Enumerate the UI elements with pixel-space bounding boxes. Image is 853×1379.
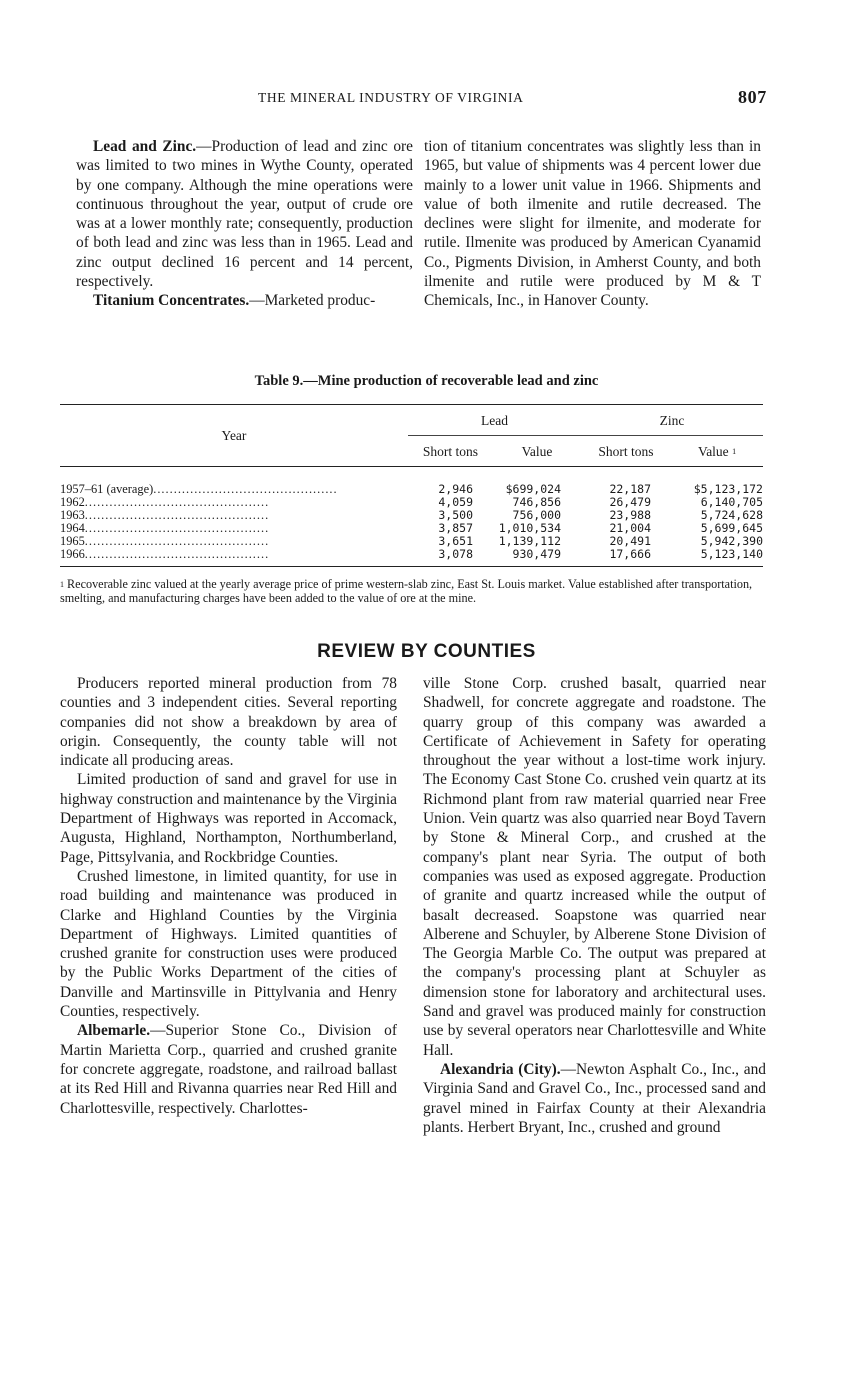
lead-zinc-text: —Production of lead and zinc ore was limited to two mines in Wythe County, operated by one company. Although the mine operations were continuous throughout the year, output of crude ore was at a lower monthly rate; consequently, production of both lead and zinc was less than in 1965. Lead and zinc output declined 16 percent and 14 percent, respectively.	[76, 138, 413, 291]
cell-lead-value: 756,000	[512, 508, 561, 522]
cell-zinc-tons: 17,666	[609, 547, 651, 561]
col-header-year: Year	[60, 405, 408, 467]
albemarle-continued: ville Stone Corp. crushed basalt, quarried near Shadwell, for concrete aggregate and roadstone. The quarry group of this company was awarded a Certificate of Achievement in Safety for operating throughout the year without a lost-time work injury. The Economy Cast Stone Co. crushed vein quartz at its Richmond plant from raw material quarried near Free Union. Vein quartz was also quarried near Boyd Tavern by Stone & Mineral Corp., and crushed at the company's plant near Syria. The output of both companies was used as exposed aggregate. Production of granite and quartz increased while the output of basalt decreased. Soapstone was quarried near Alberene and Schuyler, by Alberene Stone Division of The Georgia Marble Co. The output was prepared at the company's processing plant at Schuyler as dimension stone for laboratory and architectural uses. Sand and gravel was produced mainly for construction use by several operators near Charlottesville and White Hall.	[423, 675, 766, 1059]
row-leader: .............................................	[84, 509, 270, 522]
table-footnote	[60, 578, 765, 605]
cell-zinc-tons: 23,988	[609, 508, 651, 522]
section-heading: REVIEW BY COUNTIES	[317, 641, 536, 662]
cell-zinc-value: 5,123,140	[700, 547, 763, 561]
cell-lead-value: 1,139,112	[498, 534, 561, 548]
alexandria-heading: Alexandria (City).	[440, 1060, 561, 1078]
running-title: THE MINERAL INDUSTRY OF VIRGINIA	[258, 90, 524, 105]
col-header-zinc-value: Value $^1$	[671, 436, 763, 467]
row-leader: .............................................	[153, 482, 338, 496]
row-leader: .............................................	[84, 522, 270, 535]
titanium-continued: tion of titanium concentrates was slightly less than in 1965, but value of shipments was 4 percent lower due mainly to a lower unit value in 1966. Shipments and value of both ilmenite and rutile decreased. The declines were slight for ilmenite, and moderate for rutile. Ilmenite was produced by American Cyanamid Co., Pigments Division, in Amherst County, and both ilmenite and rutile were produced by M & T Chemicals, Inc., in Hanover County.	[424, 138, 761, 310]
cell-zinc-tons: 26,479	[609, 495, 651, 509]
table-row	[60, 496, 763, 509]
group-header-zinc: Zinc	[581, 405, 763, 436]
row-year: 1965	[60, 535, 85, 548]
row-leader: .............................................	[84, 548, 270, 561]
sand-gravel-paragraph: Limited production of sand and gravel for use in highway construction and maintenance by the Virginia Department of Highways was reported in Accomack, Augusta, Highland, Northampton, Northumberland, Page, Pittsylvania, and Rockbridge Counties.	[60, 771, 397, 866]
table-row	[60, 467, 763, 497]
cell-lead-value: 1,010,534	[498, 521, 561, 535]
col-header-lead-tons: Short tons	[408, 436, 493, 467]
cell-lead-value: $699,024	[505, 482, 561, 496]
limestone-paragraph: Crushed limestone, in limited quantity, for use in road building and maintenance was produced in Clarke and Highland Counties by the Virginia Department of Highways. Limited quantities of crushed granite for construction uses were produced by the Public Works Department of the cities of Danville and Martinsville in Pittylvania and Henry Counties, respectively.	[60, 867, 397, 1021]
row-year: 1962	[60, 496, 85, 509]
cell-zinc-value: $5,123,172	[693, 482, 763, 496]
footnote-number: 1	[60, 580, 64, 589]
cell-lead-tons: 3,651	[438, 534, 473, 548]
cell-zinc-value: 6,140,705	[700, 495, 763, 509]
table-row	[60, 548, 763, 567]
cell-lead-value: 746,856	[512, 495, 561, 509]
table-body	[60, 467, 763, 567]
col-header-zinc-tons: Short tons	[581, 436, 671, 467]
bottom-left-column	[60, 674, 397, 1118]
row-year: 1957–61 (average)	[60, 482, 154, 496]
titanium-text-start: —Marketed produc-	[249, 292, 376, 310]
producers-paragraph: Producers reported mineral production from 78 counties and 3 independent cities. Several reporting companies did not show a breakdown by area of origin. Consequently, the county table will not indicate all producing areas.	[60, 675, 397, 770]
albemarle-heading: Albemarle.	[77, 1022, 151, 1040]
cell-lead-tons: 4,059	[438, 495, 473, 509]
cell-zinc-tons: 22,187	[609, 482, 651, 496]
row-leader: .............................................	[84, 535, 270, 548]
cell-zinc-tons: 21,004	[609, 521, 651, 535]
footnote-text: Recoverable zinc valued at the yearly average price of prime western-slab zinc, East St. Louis market. Value established after transportation, smelting, and manufacturing charges have been added to the value of ore at the mine.	[60, 577, 753, 605]
top-right-column	[424, 137, 761, 311]
col-header-lead-value: Value	[493, 436, 581, 467]
table-row	[60, 535, 763, 548]
top-left-column	[76, 137, 413, 311]
alexandria-text: —Newton Asphalt Co., Inc., and Virginia Sand and Gravel Co., Inc., processed sand and gravel mined in Fairfax County at their Alexandria plants. Herbert Bryant, Inc., crushed and ground	[423, 1060, 766, 1136]
cell-lead-value: 930,479	[512, 547, 561, 561]
cell-lead-tons: 3,078	[438, 547, 473, 561]
lead-zinc-paragraph	[76, 137, 413, 291]
table-row	[60, 522, 763, 535]
row-year: 1964	[60, 522, 85, 535]
lead-zinc-table	[60, 404, 763, 567]
table-title: Table 9.—Mine production of recoverable lead and zinc	[254, 373, 599, 389]
page-number: 807	[738, 87, 767, 107]
titanium-paragraph	[76, 291, 413, 310]
cell-lead-tons: 2,946	[438, 482, 473, 496]
row-year: 1966	[60, 548, 85, 561]
cell-zinc-value: 5,699,645	[700, 521, 763, 535]
cell-zinc-value: 5,942,390	[700, 534, 763, 548]
lead-zinc-heading: Lead and Zinc.	[93, 138, 197, 155]
footnote-marker: 1	[732, 446, 737, 456]
titanium-heading: Titanium Concentrates.	[93, 292, 250, 310]
albemarle-paragraph	[60, 1021, 397, 1117]
group-header-lead: Lead	[408, 405, 581, 436]
alexandria-paragraph	[423, 1060, 766, 1137]
row-year: 1963	[60, 509, 85, 522]
cell-lead-tons: 3,857	[438, 521, 473, 535]
cell-zinc-tons: 20,491	[609, 534, 651, 548]
cell-lead-tons: 3,500	[438, 508, 473, 522]
albemarle-text: —Superior Stone Co., Division of Martin Marietta Corp., quarried and crushed granite for concrete aggregate, roadstone, and railroad ballast at its Red Hill and Rivanna quarries near Red Hill and Charlottesville, respectively. Charlottes-	[60, 1022, 397, 1117]
cell-zinc-value: 5,724,628	[700, 508, 763, 522]
bottom-right-column	[423, 674, 766, 1137]
row-leader: .............................................	[84, 496, 270, 509]
table-row	[60, 509, 763, 522]
